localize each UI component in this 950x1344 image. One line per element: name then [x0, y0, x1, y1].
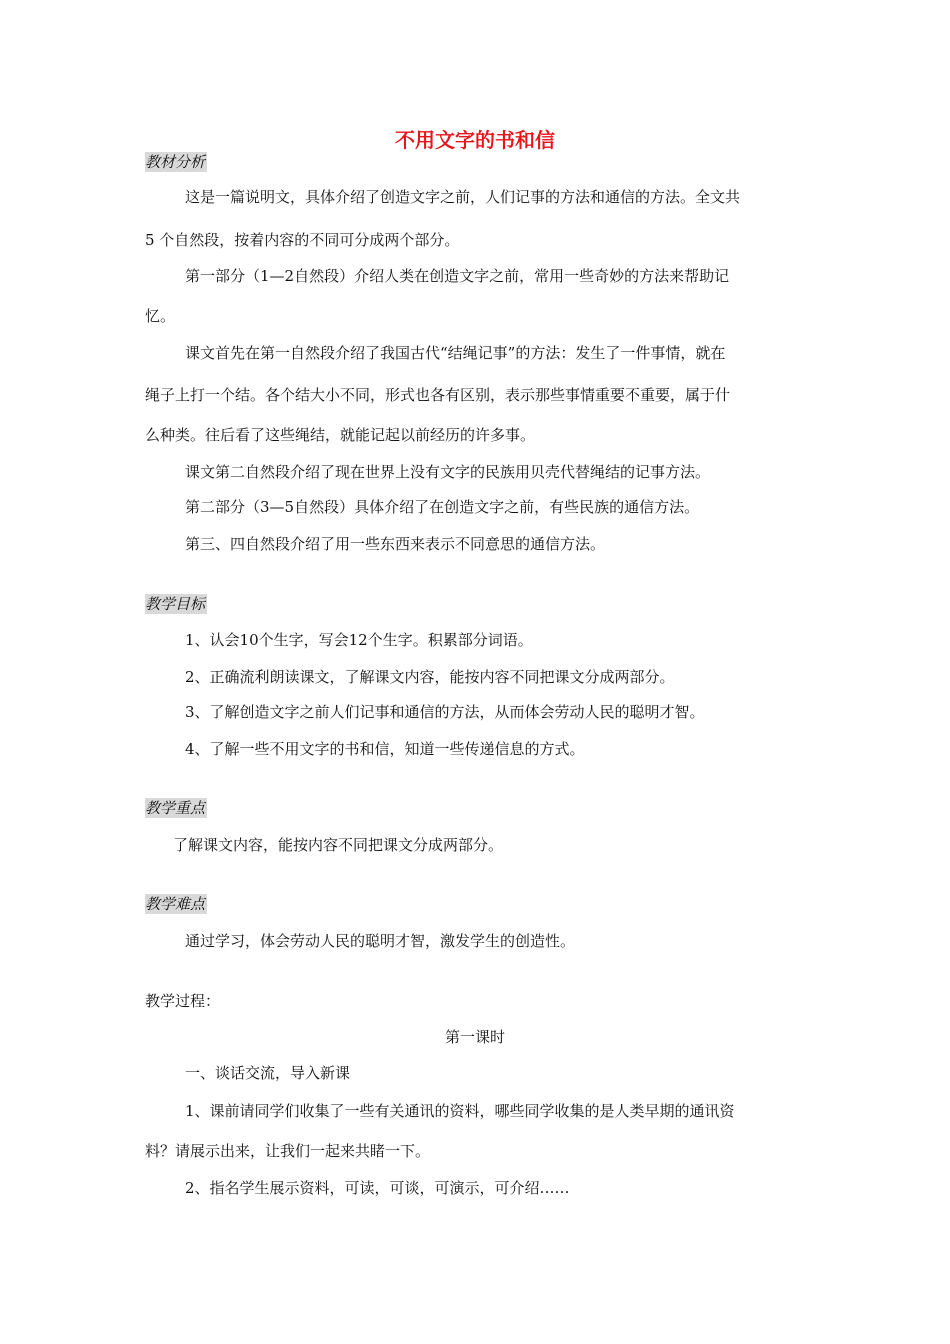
section-heading-difficulties: 教学难点 [145, 895, 206, 913]
section-heading-key-points: 教学重点 [145, 799, 206, 817]
paragraph-line: 料？请展示出来，让我们一起来共睹一下。 [145, 1142, 431, 1160]
paragraph-line: 第一部分（1—2自然段）介绍人类在创造文字之前，常用一些奇妙的方法来帮助记 [185, 267, 730, 285]
process-label: 教学过程： [145, 992, 221, 1010]
paragraph-line: 绳子上打一个结。各个结大小不同，形式也各有区别，表示那些事情重要不重要，属于什 [145, 386, 731, 404]
list-item: 3、了解创造文字之前人们记事和通信的方法，从而体会劳动人民的聪明才智。 [185, 703, 705, 721]
paragraph-line: 了解课文内容，能按内容不同把课文分成两部分。 [173, 836, 504, 854]
paragraph-line: 么种类。往后看了这些绳结，就能记起以前经历的许多事。 [145, 426, 536, 444]
section-heading-goals: 教学目标 [145, 595, 206, 613]
paragraph-line: 忆。 [145, 307, 176, 325]
paragraph-line: 通过学习，体会劳动人民的聪明才智，激发学生的创造性。 [185, 932, 576, 950]
paragraph-line: 课文第二自然段介绍了现在世界上没有文字的民族用贝壳代替绳结的记事方法。 [185, 463, 711, 481]
paragraph-line: 课文首先在第一自然段介绍了我国古代“结绳记事”的方法：发生了一件事情，就在 [185, 344, 726, 362]
paragraph-line: 2、指名学生展示资料，可读，可谈，可演示，可介绍…… [185, 1179, 570, 1197]
list-item: 2、正确流利朗读课文，了解课文内容，能按内容不同把课文分成两部分。 [185, 668, 675, 686]
section-heading-analysis: 教材分析 [145, 153, 206, 171]
paragraph-line: 第二部分（3—5自然段）具体介绍了在创造文字之前，有些民族的通信方法。 [185, 498, 700, 516]
document-title: 不用文字的书和信 [395, 128, 555, 152]
lesson-title: 第一课时 [444, 1028, 505, 1046]
paragraph-line: 1、课前请同学们收集了一些有关通讯的资料，哪些同学收集的是人类早期的通讯资 [185, 1102, 735, 1120]
paragraph-line: 这是一篇说明文，具体介绍了创造文字之前，人们记事的方法和通信的方法。全文共 [185, 188, 741, 206]
paragraph-line: 第三、四自然段介绍了用一些东西来表示不同意思的通信方法。 [185, 535, 606, 553]
list-item: 4、了解一些不用文字的书和信，知道一些传递信息的方式。 [185, 740, 585, 758]
paragraph-line: 5 个自然段，按着内容的不同可分成两个部分。 [145, 231, 460, 249]
step-heading: 一、谈话交流，导入新课 [185, 1064, 351, 1082]
list-item: 1、认会10个生字，写会12个生字。积累部分词语。 [185, 631, 533, 649]
